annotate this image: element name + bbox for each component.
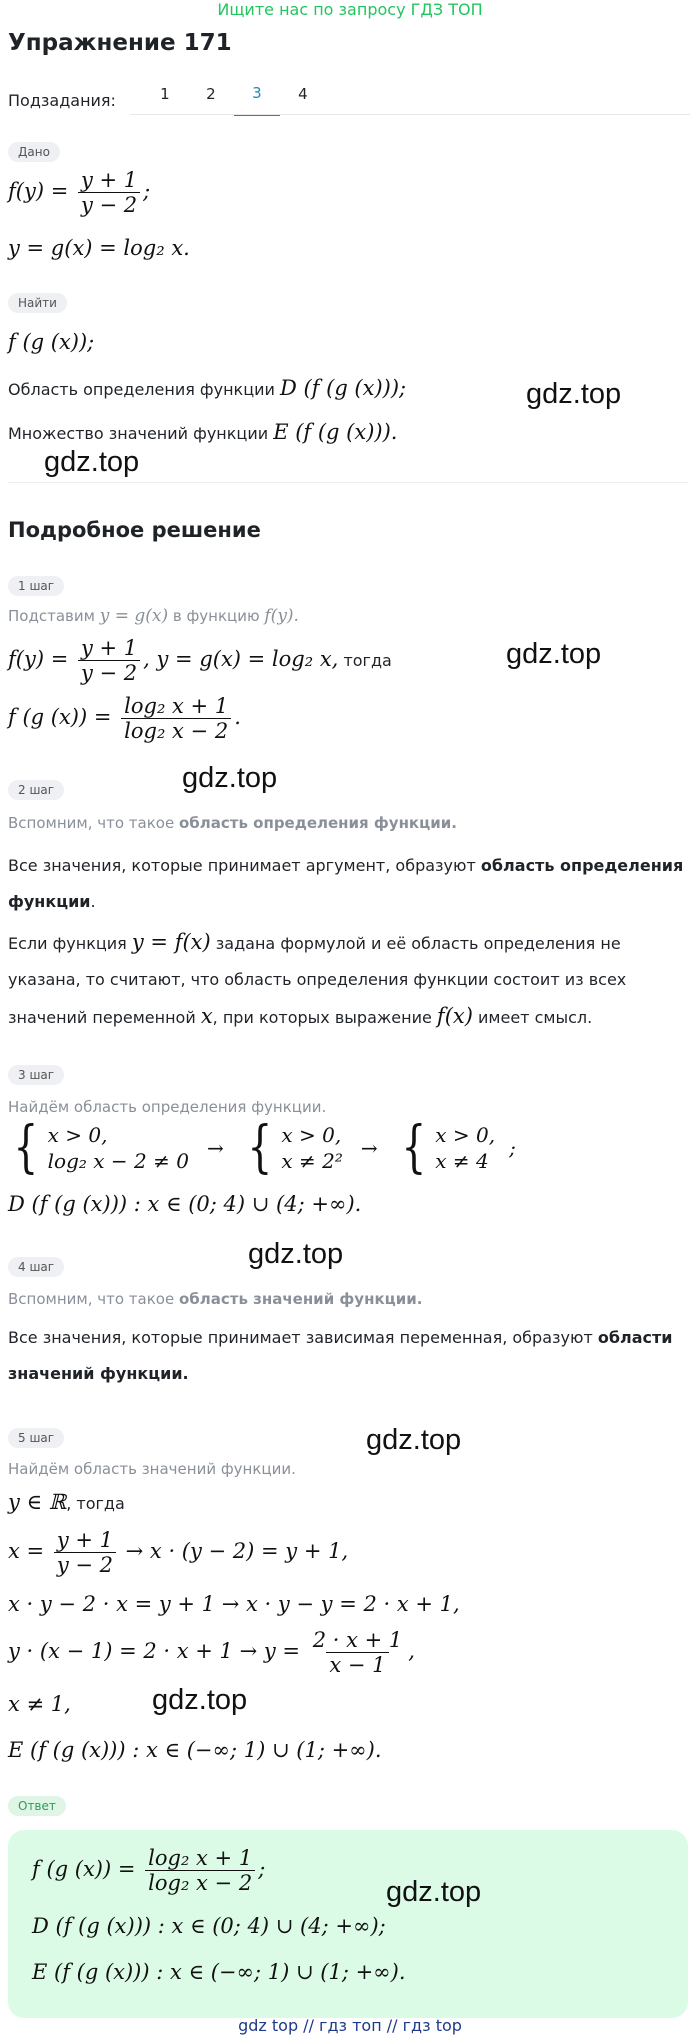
section-divider	[8, 482, 688, 483]
step-4-hint: Вспомним, что такое область значений функции.	[8, 1290, 423, 1308]
step-2-paragraph-2: Если функция y = f(x) задана формулой и её область определения не указана, то считают, что область определения функции состоит из всех значений переменной x, при которых выражение f(x) имеет смысл.	[8, 930, 627, 1028]
watermark: gdz.top	[506, 638, 602, 670]
answer-line-3: E (f (g (x))) : x ∈ (−∞; 1) ∪ (1; +∞).	[32, 1960, 406, 1984]
step-1-hint: Подставим y = g(x) в функцию f(y).	[8, 606, 299, 626]
footer-link-gdz-top-mixed[interactable]: гдз top	[402, 2016, 462, 2035]
footer-link-gdz-top[interactable]: gdz top	[238, 2016, 299, 2035]
step-1-chip: 1 шаг	[8, 576, 64, 596]
page-title: Упражнение 171	[8, 30, 232, 56]
tab-subtask-1[interactable]: 1	[160, 85, 170, 103]
find-chip: Найти	[8, 293, 67, 313]
step-2-chip: 2 шаг	[8, 780, 64, 800]
step-2-hint: Вспомним, что такое область определения функции.	[8, 814, 457, 832]
footer-links: gdz top // гдз топ // гдз top	[238, 2016, 462, 2035]
find-item-2: Область определения функции D (f (g (x)));	[8, 376, 407, 400]
step-3-hint: Найдём область определения функции.	[8, 1098, 327, 1116]
top-banner[interactable]: Ищите нас по запросу ГДЗ ТОП	[217, 0, 483, 19]
watermark: gdz.top	[248, 1238, 344, 1270]
step-5-line-6: E (f (g (x))) : x ∈ (−∞; 1) ∪ (1; +∞).	[8, 1738, 382, 1762]
tab-subtask-2[interactable]: 2	[206, 85, 216, 103]
watermark: gdz.top	[366, 1424, 462, 1456]
watermark: gdz.top	[182, 762, 278, 794]
find-item-3: Множество значений функции E (f (g (x))).	[8, 420, 398, 444]
step-5-line-4: y · (x − 1) = 2 · x + 1 → y = $\frac{2 \cdot x + 1}{x - 1}$ ,	[8, 1628, 415, 1677]
step-3-chip: 3 шаг	[8, 1065, 64, 1085]
step-1-line-2: f (g (x)) = $\frac{\text{log₂ x + 1}}{\text{log₂ x − 2}}$ .	[8, 694, 241, 743]
given-chip: Дано	[8, 142, 60, 162]
watermark: gdz.top	[44, 446, 140, 478]
step-5-line-5: x ≠ 1,	[8, 1692, 71, 1716]
step-3-systems: { x > 0, log₂ x − 2 ≠ 0 → { x > 0, x ≠ 2² → { x > 0, x ≠ 4 ;	[13, 1115, 516, 1180]
tabs-underline	[130, 114, 690, 115]
step-5-chip: 5 шаг	[8, 1428, 64, 1448]
tab-subtask-4[interactable]: 4	[298, 85, 308, 103]
solution-title: Подробное решение	[8, 518, 261, 542]
answer-line-1: f (g (x)) = $\frac{\text{log₂ x + 1}}{\text{log₂ x − 2}}$ ;	[32, 1846, 266, 1895]
watermark: gdz.top	[386, 1876, 482, 1908]
given-f: f(y) = $\frac{y + 1}{y - 2}$ ;	[8, 168, 151, 217]
watermark: gdz.top	[526, 378, 622, 410]
step-4-chip: 4 шаг	[8, 1257, 64, 1277]
step-2-paragraph-1: Все значения, которые принимает аргумент, образуют область определения функции.	[8, 856, 684, 911]
tab-subtask-3[interactable]: 3	[234, 84, 280, 116]
step-1-line-1: f(y) = $\frac{y + 1}{y - 2}$ , y = g(x) = log₂ x, тогда	[8, 636, 392, 685]
step-5-line-2: x = $\frac{y + 1}{y - 2}$ → x · (y − 2) = y + 1,	[8, 1528, 349, 1577]
step-5-hint: Найдём область значений функции.	[8, 1460, 296, 1478]
step-3-result: D (f (g (x))) : x ∈ (0; 4) ∪ (4; +∞).	[8, 1192, 362, 1216]
subtask-tabs	[8, 84, 326, 116]
watermark: gdz.top	[152, 1684, 248, 1716]
answer-line-2: D (f (g (x))) : x ∈ (0; 4) ∪ (4; +∞);	[32, 1914, 386, 1938]
answer-chip: Ответ	[8, 1796, 66, 1816]
step-5-line-1: y ∈ ℝ, тогда	[8, 1490, 125, 1514]
subtasks-label: Подзадания:	[8, 90, 116, 110]
find-item-1: f (g (x));	[8, 330, 95, 354]
step-5-line-3: x · y − 2 · x = y + 1 → x · y − y = 2 · x + 1,	[8, 1592, 460, 1616]
given-g: y = g(x) = log₂ x.	[8, 236, 190, 260]
footer-link-gdz-top-ru[interactable]: гдз топ	[319, 2016, 382, 2035]
step-4-paragraph: Все значения, которые принимает зависимая переменная, образуют области значений функции.	[8, 1328, 673, 1383]
